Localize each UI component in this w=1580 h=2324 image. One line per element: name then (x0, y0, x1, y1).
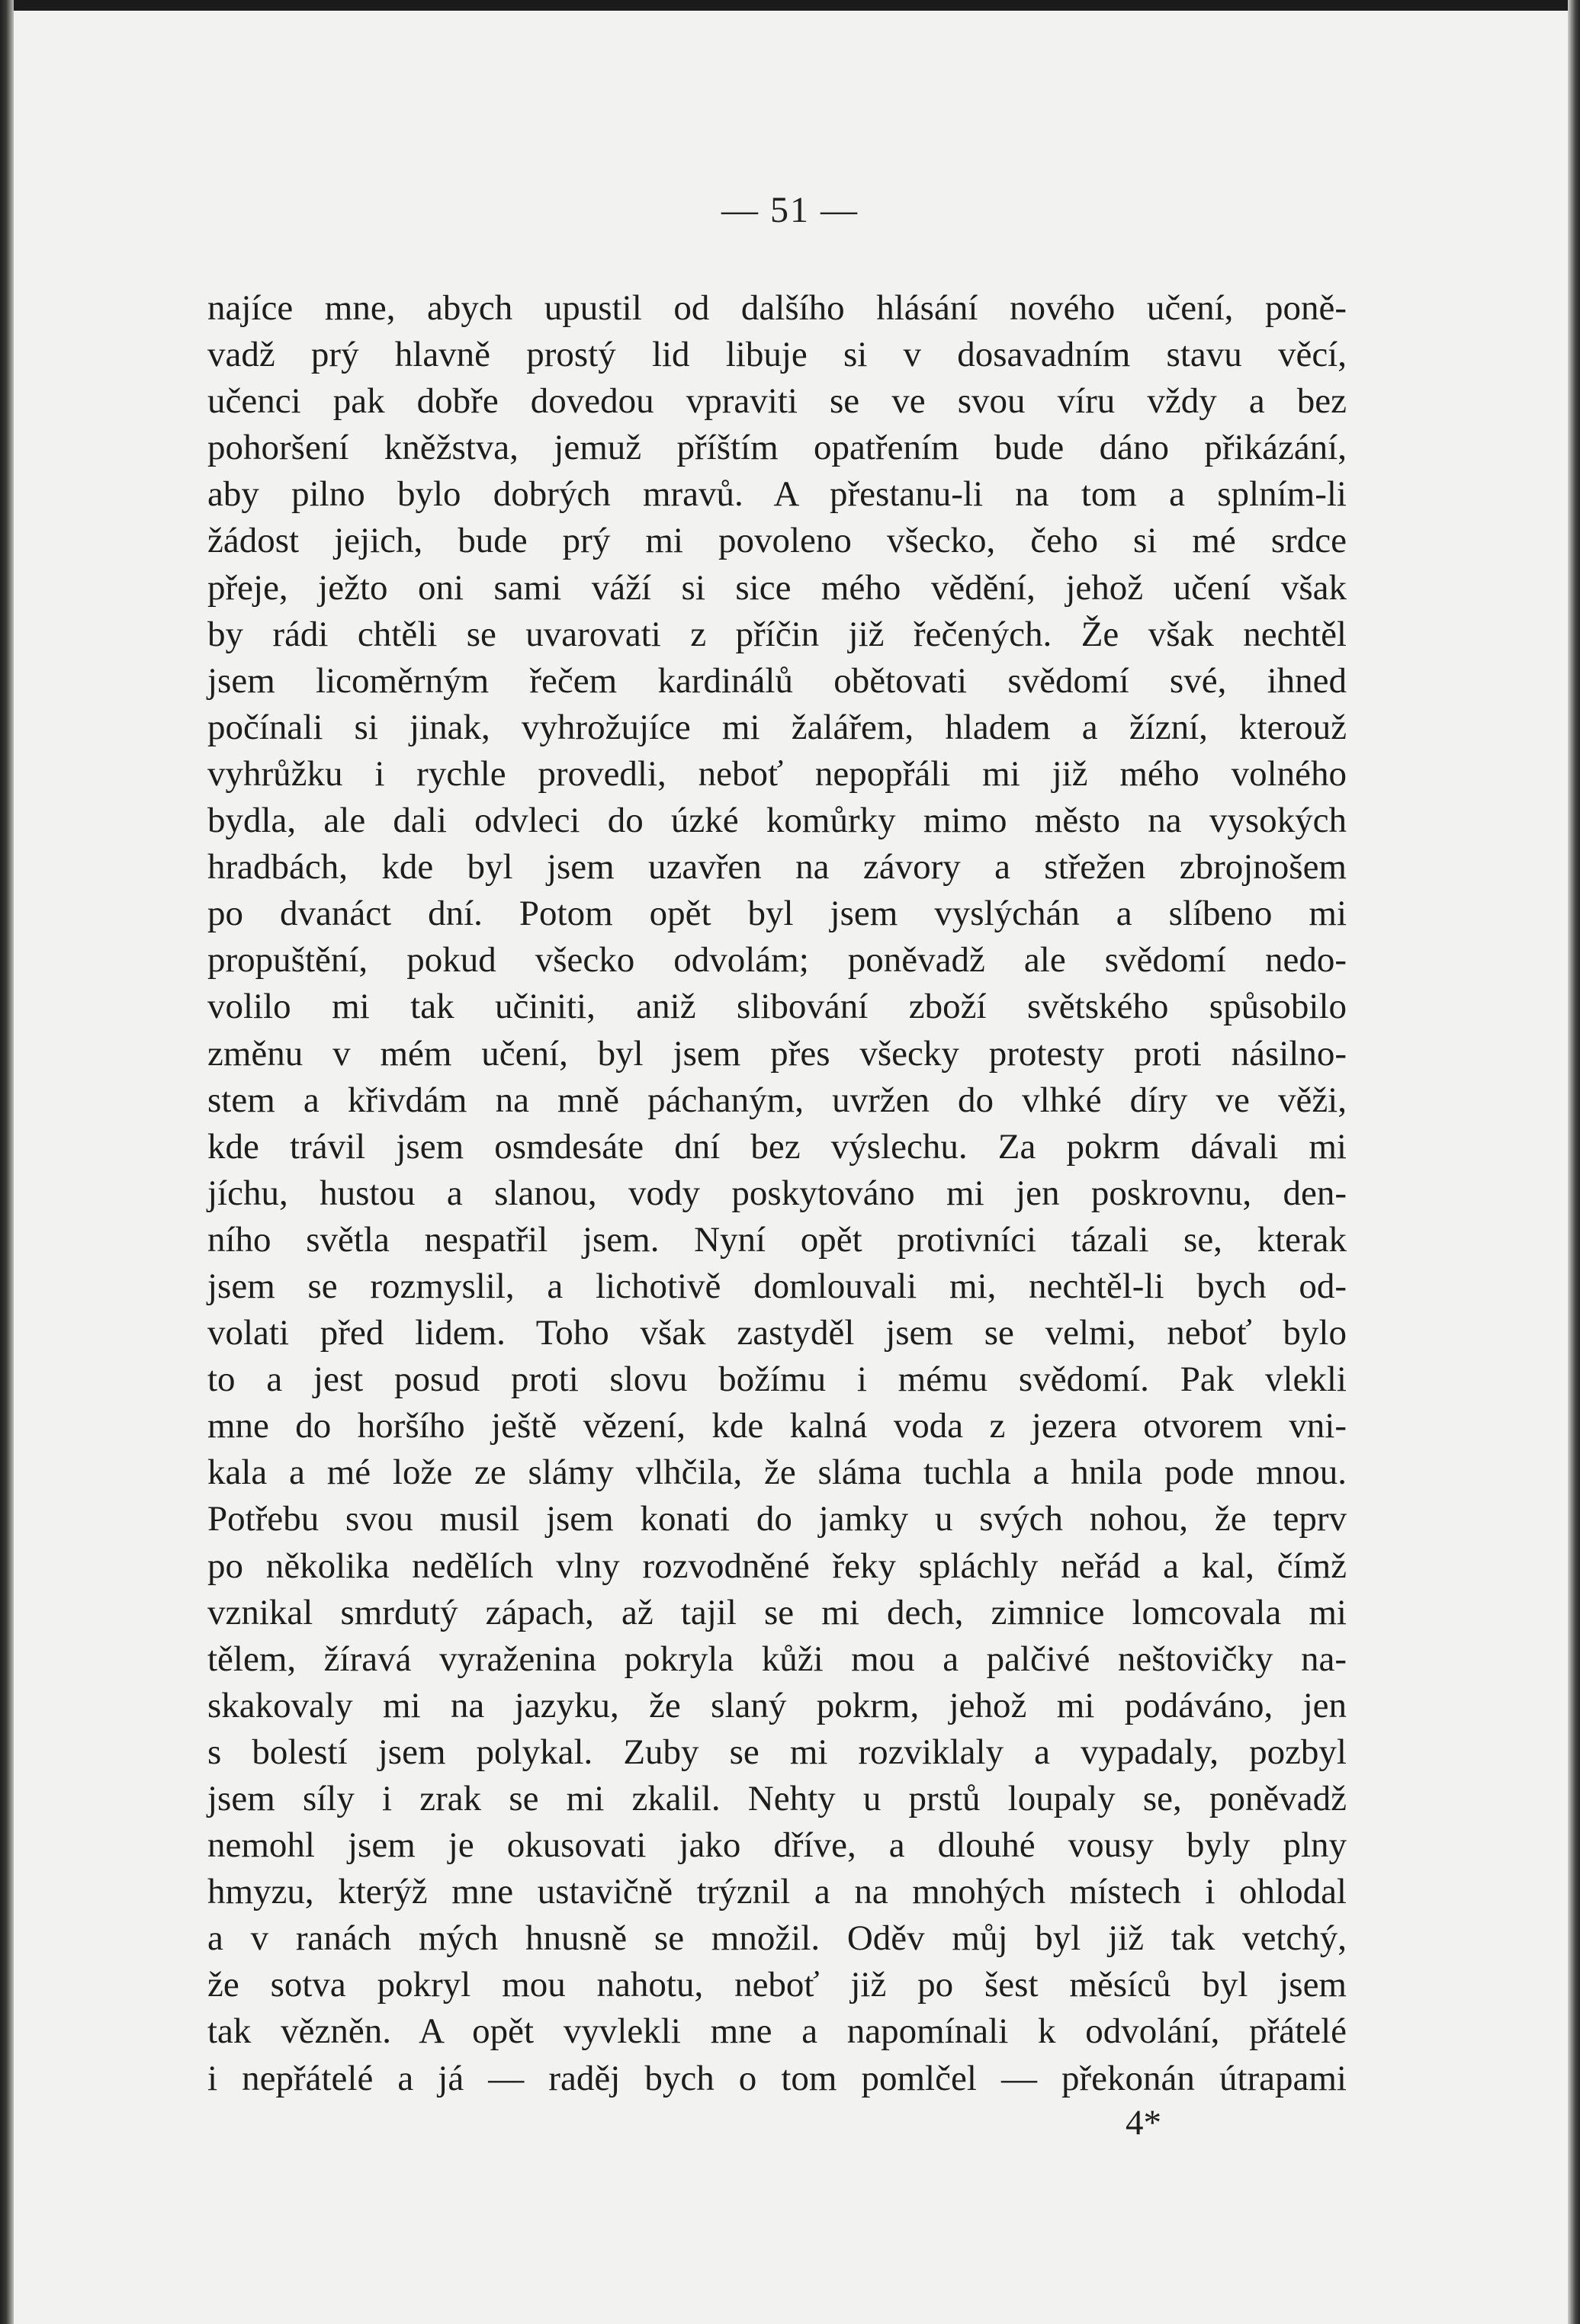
text-line: kde trávil jsem osmdesáte dní bez výslechu. Za pokrm dávali mi (207, 1126, 1347, 1167)
text-line: nemohl jsem je okusovati jako dříve, a dlouhé vousy byly plny (207, 1825, 1347, 1866)
text-line: jsem licoměrným řečem kardinálů obětovati svědomí své, ihned (207, 660, 1347, 701)
text-line: jíchu, hustou a slanou, vody poskytováno mi jen poskrovnu, den- (207, 1173, 1347, 1213)
text-line: vznikal smrdutý zápach, až tajil se mi dech, zimnice lomcovala mi (207, 1592, 1347, 1632)
text-line: by rádi chtěli se uvarovati z příčin již řečených. Že však nechtěl (207, 614, 1347, 654)
text-line: propuštění, pokud všecko odvolám; poněvadž ale svědomí nedo- (207, 940, 1347, 981)
body-text (207, 285, 1347, 2102)
text-line: tělem, žíravá vyraženina pokryla kůži mou a palčivé neštovičky na- (207, 1639, 1347, 1679)
text-line: po dvanáct dní. Potom opět byl jsem vyslýchán a slíbeno mi (207, 894, 1347, 934)
text-line: jsem se rozmyslil, a lichotivě domlouvali mi, nechtěl-li bych od- (207, 1266, 1347, 1306)
text-line: žádost jejich, bude prý mi povoleno všecko, čeho si mé srdce (207, 521, 1347, 561)
text-line: že sotva pokryl mou nahotu, neboť již po šest měsíců byl jsem (207, 1965, 1347, 2005)
text-line: vadž prý hlavně prostý lid libuje si v dosavadním stavu věcí, (207, 335, 1347, 375)
text-line: učenci pak dobře dovedou vpraviti se ve svou víru vždy a bez (207, 381, 1347, 422)
text-line: hradbách, kde byl jsem uzavřen na závory a střežen zbrojnošem (207, 847, 1347, 888)
text-line: změnu v mém učení, byl jsem přes všecky protesty proti násilno- (207, 1033, 1347, 1074)
text-line: pohoršení kněžstva, jemuž příštím opatřením bude dáno přikázání, (207, 428, 1347, 468)
text-line: s bolestí jsem polykal. Zuby se mi rozviklaly a vypadaly, pozbyl (207, 1732, 1347, 1772)
text-line: ního světla nespatřil jsem. Nyní opět protivníci tázali se, kterak (207, 1219, 1347, 1260)
text-line: Potřebu svou musil jsem konati do jamky u svých nohou, že teprv (207, 1499, 1347, 1539)
text-line: a v ranách mých hnusně se množil. Oděv můj byl již tak vetchý, (207, 1918, 1347, 1959)
text-line: tak vězněn. A opět vyvlekli mne a napomínali k odvolání, přátelé (207, 2011, 1347, 2052)
text-line: po několika nedělích vlny rozvodněné řeky spláchly neřád a kal, čímž (207, 1546, 1347, 1586)
text-line: mne do horšího ještě vězení, kde kalná voda z jezera otvorem vni- (207, 1406, 1347, 1446)
text-line: aby pilno bylo dobrých mravů. A přestanu-li na tom a splním-li (207, 474, 1347, 515)
text-line: počínali si jinak, vyhrožujíce mi žalářem, hladem a žízní, kterouž (207, 707, 1347, 747)
text-line: volati před lidem. Toho však zastyděl jsem se velmi, neboť bylo (207, 1313, 1347, 1353)
text-line: kala a mé lože ze slámy vlhčila, že sláma tuchla a hnila pode mnou. (207, 1452, 1347, 1493)
text-line: i nepřátelé a já — raděj bych o tom pomlčel — překonán útrapami (207, 2058, 1347, 2098)
text-line: vyhrůžku i rychle provedli, neboť nepopřáli mi již mého volného (207, 753, 1347, 794)
scan-left-edge (0, 0, 14, 2324)
text-line: najíce mne, abych upustil od dalšího hlásání nového učení, poně- (207, 288, 1347, 328)
text-line: to a jest posud proti slovu božímu i mému svědomí. Pak vlekli (207, 1359, 1347, 1400)
text-line: bydla, ale dali odvleci do úzké komůrky mimo město na vysokých (207, 801, 1347, 841)
scan-right-edge (1568, 0, 1580, 2324)
scan-top-edge (0, 0, 1580, 11)
page-number: — 51 — (721, 190, 859, 230)
text-line: skakovaly mi na jazyku, že slaný pokrm, jehož mi podáváno, jen (207, 1685, 1347, 1725)
text-line: přeje, ježto oni sami váží si sice mého vědění, jehož učení však (207, 567, 1347, 608)
text-line: hmyzu, kterýž mne ustavičně trýznil a na mnohých místech i ohlodal (207, 1872, 1347, 1912)
text-line: jsem síly i zrak se mi zkalil. Nehty u prstů loupaly se, poněvadž (207, 1779, 1347, 1818)
text-line: stem a křivdám na mně páchaným, uvržen do vlhké díry ve věži, (207, 1080, 1347, 1120)
printer-signature-mark: 4* (1126, 2103, 1161, 2143)
text-line: volilo mi tak učiniti, aniž slibování zboží světského spůsobilo (207, 987, 1347, 1027)
